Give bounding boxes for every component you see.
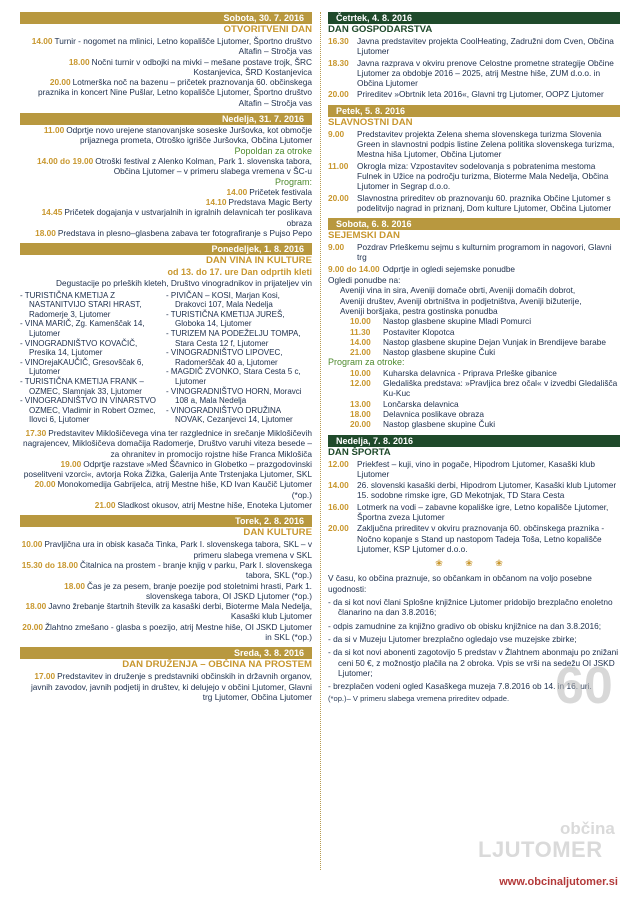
offer-line: Aveniji društev, Aveniji obrtništva in podjetništva, Aveniji bižuterije,: [340, 295, 582, 306]
event-text: Javna razprava v okviru prenove Celostne prometne strategije Občine Ljutomer za obdobje 2016 – 2025, atrij Mestne hiše, ZUM d.o.o. in Občina Ljutomer: [357, 57, 614, 89]
winery-item: - TURISTIČNA KMETIJA Z NASTANITVIJO STARI HRAST, Radomerje 3, Ljutomer: [20, 290, 142, 319]
benefit-item: - da si kot novi abonenti zagotovijo 5 predstav v Žlahtnem abonmaju po znižani ceni 50 €, z možnostjo plačila na 2 obroka. Vpis se vrši na sedežu OI JSKD Ljutomer;: [328, 647, 619, 678]
event-text: Odprtje in ogledi sejemske ponudbe: [382, 263, 516, 274]
logo-ljutomer-word: LJUTOMER: [478, 837, 603, 862]
event-text: Nastop glasbene skupine Mladi Pomurci: [383, 316, 532, 327]
offer-line: Aveniji boršjaka, pestra gostinska ponudba: [340, 305, 498, 316]
event-time: 20.00: [328, 523, 349, 534]
event-time: 13.00: [350, 398, 371, 409]
event-text: Gledališka predstava: »Pravljica brez očal« v izvedbi Gledališča Ku-Kuc: [383, 378, 618, 399]
event-item: [328, 58, 620, 89]
event-item: [20, 500, 312, 510]
day-title: SEJEMSKI DAN: [328, 230, 400, 242]
event-item: [20, 622, 312, 643]
logo-obcina-word: občina: [560, 819, 615, 838]
kids-item: [328, 419, 620, 429]
event-text: Predstavitev in druženje s predstavniki občinskih in državnih organov, javnih zavodov, javnih podjetij in društev, ki delujejo v občini Ljutomer, Glavni trg Ljutomer, Občina Ljutomer: [30, 671, 312, 702]
event-text: Nočni turnir v odbojki na mivki – mešane postave trojk, ŠRC Kostanjevica, ŠRD Kostanjevica: [91, 56, 312, 77]
event-item: [20, 560, 312, 581]
weather-footnote: (*op.)– V primeru slabega vremena prireditev odpade.: [328, 694, 510, 704]
event-item: [328, 89, 620, 99]
event-time: 10.00: [350, 367, 371, 378]
kids-program-label: Program za otroke:: [328, 357, 405, 368]
event-text: Javna predstavitev projekta CoolHeating, Zadružni dom Cven, Občina Ljutomer: [357, 36, 614, 57]
day-section-monday-1: [20, 243, 312, 510]
event-text: Čitalnica na prostem - branje knjig v parku, Park I. slovenskega tabora, SKL (*op.): [80, 559, 312, 581]
event-item: [20, 57, 312, 78]
event-text: Delavnica poslikave obraza: [383, 408, 485, 419]
event-time: 18.00: [350, 408, 371, 419]
event-item: [20, 428, 312, 459]
winery-item: - MAGDIČ ZVONKO, Stara Cesta 5 c, Ljutomer: [166, 367, 301, 386]
event-time: 14.00: [226, 186, 248, 197]
winery-item: - TURIZEM NA PODEŽELJU TOMPA, Stara Cesta 12 f, Ljutomer: [166, 329, 301, 348]
flower-ornament-icon: ❀ ❀ ❀: [435, 558, 513, 569]
benefits-intro: V času, ko občina praznuje, so občankam in občanom na voljo posebne ugodnosti:: [328, 573, 592, 594]
kids-item: [328, 399, 620, 409]
day-date-bar: Torek, 2. 8. 2016: [20, 515, 312, 527]
benefit-item: - da si v Muzeju Ljutomer brezplačno ogledajo vse muzejske zbirke;: [328, 633, 577, 644]
event-item: [328, 264, 620, 274]
event-text: Nastop glasbene skupine Dejan Vunjak in Brendijeve barabe: [383, 336, 606, 347]
event-time: 20.00: [49, 77, 71, 88]
day-title: DAN KULTURE: [243, 527, 312, 539]
day-date-bar: Sobota, 6. 8. 2016: [328, 218, 620, 230]
event-item: [20, 539, 312, 560]
day-title: OTVORITVENI DAN: [223, 24, 312, 35]
event-time: 12.00: [328, 458, 349, 469]
event-time: 18.00: [35, 228, 56, 239]
winery-item: - VINOGRADNIŠTVO LIPOVEC, Radomerščak 40 a, Ljutomer: [166, 348, 283, 367]
event-time: 14.00: [328, 480, 349, 491]
program-label: Program:: [274, 176, 312, 187]
event-item: [20, 36, 312, 57]
event-time: 16.30: [328, 36, 349, 46]
event-time: 21.00: [350, 347, 371, 358]
music-item: [328, 327, 620, 337]
event-item: [328, 161, 620, 192]
winery-item: - TURISTIČNA KMETIJA FRANK – OZMEC, Slamnjak 33, Ljutomer: [20, 376, 144, 396]
event-time: 16.00: [328, 501, 349, 512]
event-text: Otroški festival z Alenko Kolman, Park 1. slovenska tabora, Občina Ljutomer – v primeru slabega vremena v ŠC-u: [95, 155, 312, 177]
event-text: Predstava in plesno–glasbena zabava ter fotografiranje s Pujso Pepo: [57, 228, 312, 239]
winery-item: - VINOGRADNIŠTVO HORN, Moravci 108 a, Mala Nedelja: [166, 386, 302, 406]
event-text: Lončarska delavnica: [383, 398, 459, 409]
event-item: [20, 228, 312, 238]
day-date-bar: Četrtek, 4. 8. 2016: [328, 12, 620, 24]
event-text: Pričetek festivala: [249, 186, 312, 197]
event-item: [328, 242, 620, 263]
winery-item: - VINA MARIČ, Zg. Kamenščak 14, Ljutomer: [20, 319, 145, 339]
event-time: 17.30: [25, 427, 47, 438]
event-text: Turnir - nogomet na mlinici, Letno kopališče Ljutomer, Športno društvo Altafin – Stročja vas: [54, 36, 312, 57]
day-section-sunday-31: [20, 113, 312, 238]
event-item: [328, 502, 620, 523]
day-date-bar: Petek, 5. 8. 2016: [328, 105, 620, 117]
event-text: Predstavitev Miklošičevega vina ter razglednice in srečanje Miklošičevih nagrajencev, Miklošičeva domačija Radomerje, Društvo varuhi viteza besede – za ohranitev in promocijo rojstne hiše Franca Miklošiča: [23, 427, 312, 459]
winery-item: - TURISTIČNA KMETIJA JUREŠ, Globoka 14, Ljutomer: [166, 309, 285, 329]
event-time: 9.00: [328, 128, 345, 139]
open-cellars-subtitle: od 13. do 17. ure Dan odprtih kleti: [167, 267, 312, 278]
website-link[interactable]: www.obcinaljutomer.si: [499, 875, 618, 888]
event-item: [328, 459, 620, 480]
tasting-intro: Degustacije po prleških kleteh, Društvo vinogradnikov in prijateljev vin: [56, 278, 312, 289]
event-item: [20, 156, 312, 177]
day-section-tuesday-2: [20, 515, 312, 642]
event-item: [20, 125, 312, 146]
event-time: 20.00: [34, 479, 56, 490]
event-text: Pravljična ura in obisk kasača Tinka, Park I. slovenskega tabora, SKL – v primeru slabega vremena v SKL: [44, 539, 312, 560]
event-item: [328, 129, 620, 160]
event-item: [20, 671, 312, 702]
winery-item: - VINOrejaKAUČIČ, Gresovščak 6, Ljutomer: [20, 357, 144, 377]
event-time: 14.00: [31, 36, 53, 46]
event-item: [328, 36, 620, 57]
day-section-saturday-6: [328, 218, 620, 429]
event-text: Lotmerk na vodi – zabavne kopališke igre, Letno kopališče Ljutomer, Športna zveza Ljutomer: [357, 501, 609, 522]
event-time: 18.00: [25, 601, 47, 612]
event-text: Čas je za pesem, branje poezije pod stoletnimi hrasti, Park 1. slovenskega tabora, OI JSKD Ljutomer (*op.): [86, 580, 312, 601]
day-title: DAN VINA IN KULTURE: [205, 255, 312, 267]
benefit-item: - da si kot novi člani Splošne knjižnice Ljutomer pridobijo brezplačno enoletno članarino na dan 3.8.2016;: [328, 597, 613, 618]
winery-item: - VINOGRADNIŠTVO IN VINARSTVO OZMEC, Vladimir in Robert Ozmec, Ilovci 6, Ljutomer: [20, 396, 157, 425]
day-title: DAN DRUŽENJA – OBČINA NA PROSTEM: [122, 659, 312, 671]
event-item: [20, 601, 312, 622]
program-item: [20, 187, 312, 197]
winery-item: - VINOGRADNIŠTVO DRUŽINA NOVAK, Cezanjevci 14, Ljutomer: [166, 405, 293, 425]
day-date-bar: Sreda, 3. 8. 2016: [20, 647, 312, 659]
event-text: Sladkost okusov, atrij Mestne hiše, Enoteka Ljutomer: [117, 500, 312, 511]
day-section-thursday-4: [328, 12, 620, 100]
event-time: 11.30: [350, 326, 371, 337]
event-text: Zaključna prireditev v okviru praznovanja 60. občinskega praznika - Nočno kopanje s Stand up nastopom Tadeja Toša, Letno kopališče Ljutomer, KSP Ljutomer d.o.o.: [357, 523, 605, 554]
event-item: [20, 77, 312, 108]
event-time: 10.00: [350, 316, 371, 327]
event-text: Pozdrav Prleškemu sejmu s kulturnim programom in nagovori, Glavni trg: [357, 242, 612, 263]
program-item: [20, 207, 312, 228]
event-text: Prireditev »Obrtnik leta 2016«, Glavni trg Ljutomer, OOPZ Ljutomer: [357, 89, 604, 100]
event-time: 14.00: [350, 336, 371, 347]
event-text: 26. slovenski kasaški derbi, Hipodrom Ljutomer, Kasaški klub Ljutomer 15. sodobne rimske igre, GD Mekotnjak, TD Stara Cesta: [357, 480, 617, 501]
day-date-bar: Ponedeljek, 1. 8. 2016: [20, 243, 312, 255]
event-time: 9.00: [328, 242, 345, 253]
event-text: Monokomedija Gabrijelca, atrij Mestne hiše, KD Ivan Kaučič Ljutomer (*op.): [57, 479, 312, 500]
event-text: Kuharska delavnica - Priprava Prleške gibanice: [383, 367, 557, 378]
winery-list: [20, 291, 312, 425]
event-item: [328, 480, 620, 501]
event-text: Postaviter Klopotca: [383, 326, 455, 337]
benefit-item: - brezplačen vodeni ogled Kasaškega muzeja 7.8.2016 ob 14. in 16. uri.: [328, 681, 592, 692]
event-item: [20, 459, 312, 480]
event-text: Okrogla miza: Vzpostavitev sodelovanja s pobratenima mestoma Fulnek in Užice na področju turizma, Bioterme Mala Nedelja, Občina Ljutomer in Segrap d.o.o.: [357, 160, 609, 192]
event-text: Lotmerška noč na bazenu – pričetek praznovanja 60. občinskega praznika in koncert Nine Pušlar, Letno kopališče Ljutomer, Športno društvo Altafin – Stročja vas: [38, 77, 312, 108]
day-date-bar: Nedelja, 31. 7. 2016: [20, 113, 312, 125]
day-section-wednesday-3: [20, 647, 312, 702]
left-column: [20, 0, 312, 707]
winery-item: - VINOGRADNIŠTVO KOVAČIČ, Presika 14, Ljutomer: [20, 338, 138, 358]
winery-item: - PIVIČAN – KOSI, Marjan Kosi, Drakovci 107, Mala Nedelja: [166, 290, 280, 310]
event-text: Predstava Magic Berty: [228, 197, 312, 208]
music-item: [328, 316, 620, 326]
benefit-item: - odpis zamudnine za knjižno gradivo ob obisku knjižnice na dan 3.8.2016;: [328, 620, 602, 631]
event-time: 11.00: [328, 160, 349, 171]
day-date-bar: Sobota, 30. 7. 2016: [20, 12, 312, 24]
kids-item: [328, 368, 620, 378]
event-item: [328, 193, 620, 214]
winery-list-col-b: [166, 291, 312, 425]
day-date-bar: Nedelja, 7. 8. 2016: [328, 435, 620, 447]
event-time: 15.30 do 18.00: [21, 559, 79, 570]
event-time: 18.00: [64, 580, 85, 591]
event-time: 12.00: [350, 378, 371, 389]
offer-label: Ogledi ponudbe na:: [328, 275, 401, 286]
column-divider: [320, 12, 321, 870]
event-time: 20.00: [328, 89, 349, 100]
offer-line: Aveniji vina in sira, Aveniji domače obrti, Aveniji domačih dobrot,: [340, 285, 576, 296]
event-time: 18.00: [68, 56, 90, 67]
event-time: 14.10: [205, 197, 227, 208]
event-item: [20, 479, 312, 500]
logo-60-number: 60: [555, 657, 613, 715]
event-time: 20.00: [350, 419, 371, 430]
event-time: 21.00: [94, 500, 116, 511]
event-text: Nastop glasbene skupine Čuki: [383, 419, 496, 430]
program-item: [20, 197, 312, 207]
event-time: 17.00: [34, 671, 56, 682]
event-text: Odprtje razstave »Med Ščavnico in Globetko – prazgodovinski poselitveni vzorci«, avtorja Roka Žižka, Galerija Ante Trstenjaka Ljutomer, SKL: [23, 458, 312, 480]
day-title: SLAVNOSTNI DAN: [328, 116, 413, 128]
event-text: Pričetek dogajanja v ustvarjalnih in igralnih delavnicah ter poslikava obraza: [64, 207, 312, 228]
offer-list: [328, 285, 620, 316]
event-text: Odprtje novo urejene stanovanjske soseske Juršovka, kot območje prijaznega prometa, Otroško igrišče Juršovka, Občina Ljutomer: [66, 125, 312, 146]
event-text: Žlahtno zmešano - glasba s poezijo, atrij Mestne hiše, OI JSKD Ljutomer in SKL (*op.): [44, 621, 312, 642]
kids-item: [328, 409, 620, 419]
day-title: DAN ŠPORTA: [328, 446, 391, 458]
event-text: Javno žrebanje štartnih številk za kasaški derbi, Bioterme Mala Nedelja, Kasaški klub Ljutomer: [48, 601, 312, 622]
event-time: 14.00 do 19.00: [36, 155, 94, 166]
event-text: Slavnostna prireditev ob praznovanju 60. praznika Občine Ljutomer s podelitvijo nagrad in priznanj, Dom kulture Ljutomer, Občina Ljutomer: [357, 192, 612, 213]
right-column: [328, 0, 620, 715]
afternoon-for-kids-label: Popoldan za otroke: [234, 145, 312, 156]
event-time: 20.00: [22, 621, 43, 632]
event-time: 18.30: [328, 57, 349, 68]
event-time: 14.45: [41, 207, 63, 218]
event-text: Predstavitev projekta Zelena shema slovenskega turizma Slovenia Green in slavnostni podpis listine Zelena politika slovenskega turizma, Mestna hiša Ljutomer, Občina Ljutomer: [357, 128, 615, 160]
day-section-sunday-7: [328, 435, 620, 569]
music-item: [328, 347, 620, 357]
event-time: 11.00: [43, 125, 65, 136]
event-time: 19.00: [60, 458, 82, 469]
event-item: [20, 581, 312, 602]
event-time: 10.00: [21, 539, 43, 550]
event-text: Priekfest – kuji, vino in pogače, Hipodrom Ljutomer, Kasaški klub Ljutomer: [357, 458, 595, 479]
event-time: 20.00: [328, 192, 349, 203]
winery-list-col-a: [20, 291, 166, 425]
event-text: Nastop glasbene skupine Čuki: [383, 347, 496, 358]
music-item: [328, 337, 620, 347]
event-time: 9.00 do 14.00: [328, 263, 380, 274]
day-title: DAN GOSPODARSTVA: [328, 24, 433, 35]
day-section-saturday-30: [20, 12, 312, 108]
event-item: [328, 523, 620, 554]
day-section-friday-5: [328, 105, 620, 213]
kids-item: [328, 378, 620, 399]
